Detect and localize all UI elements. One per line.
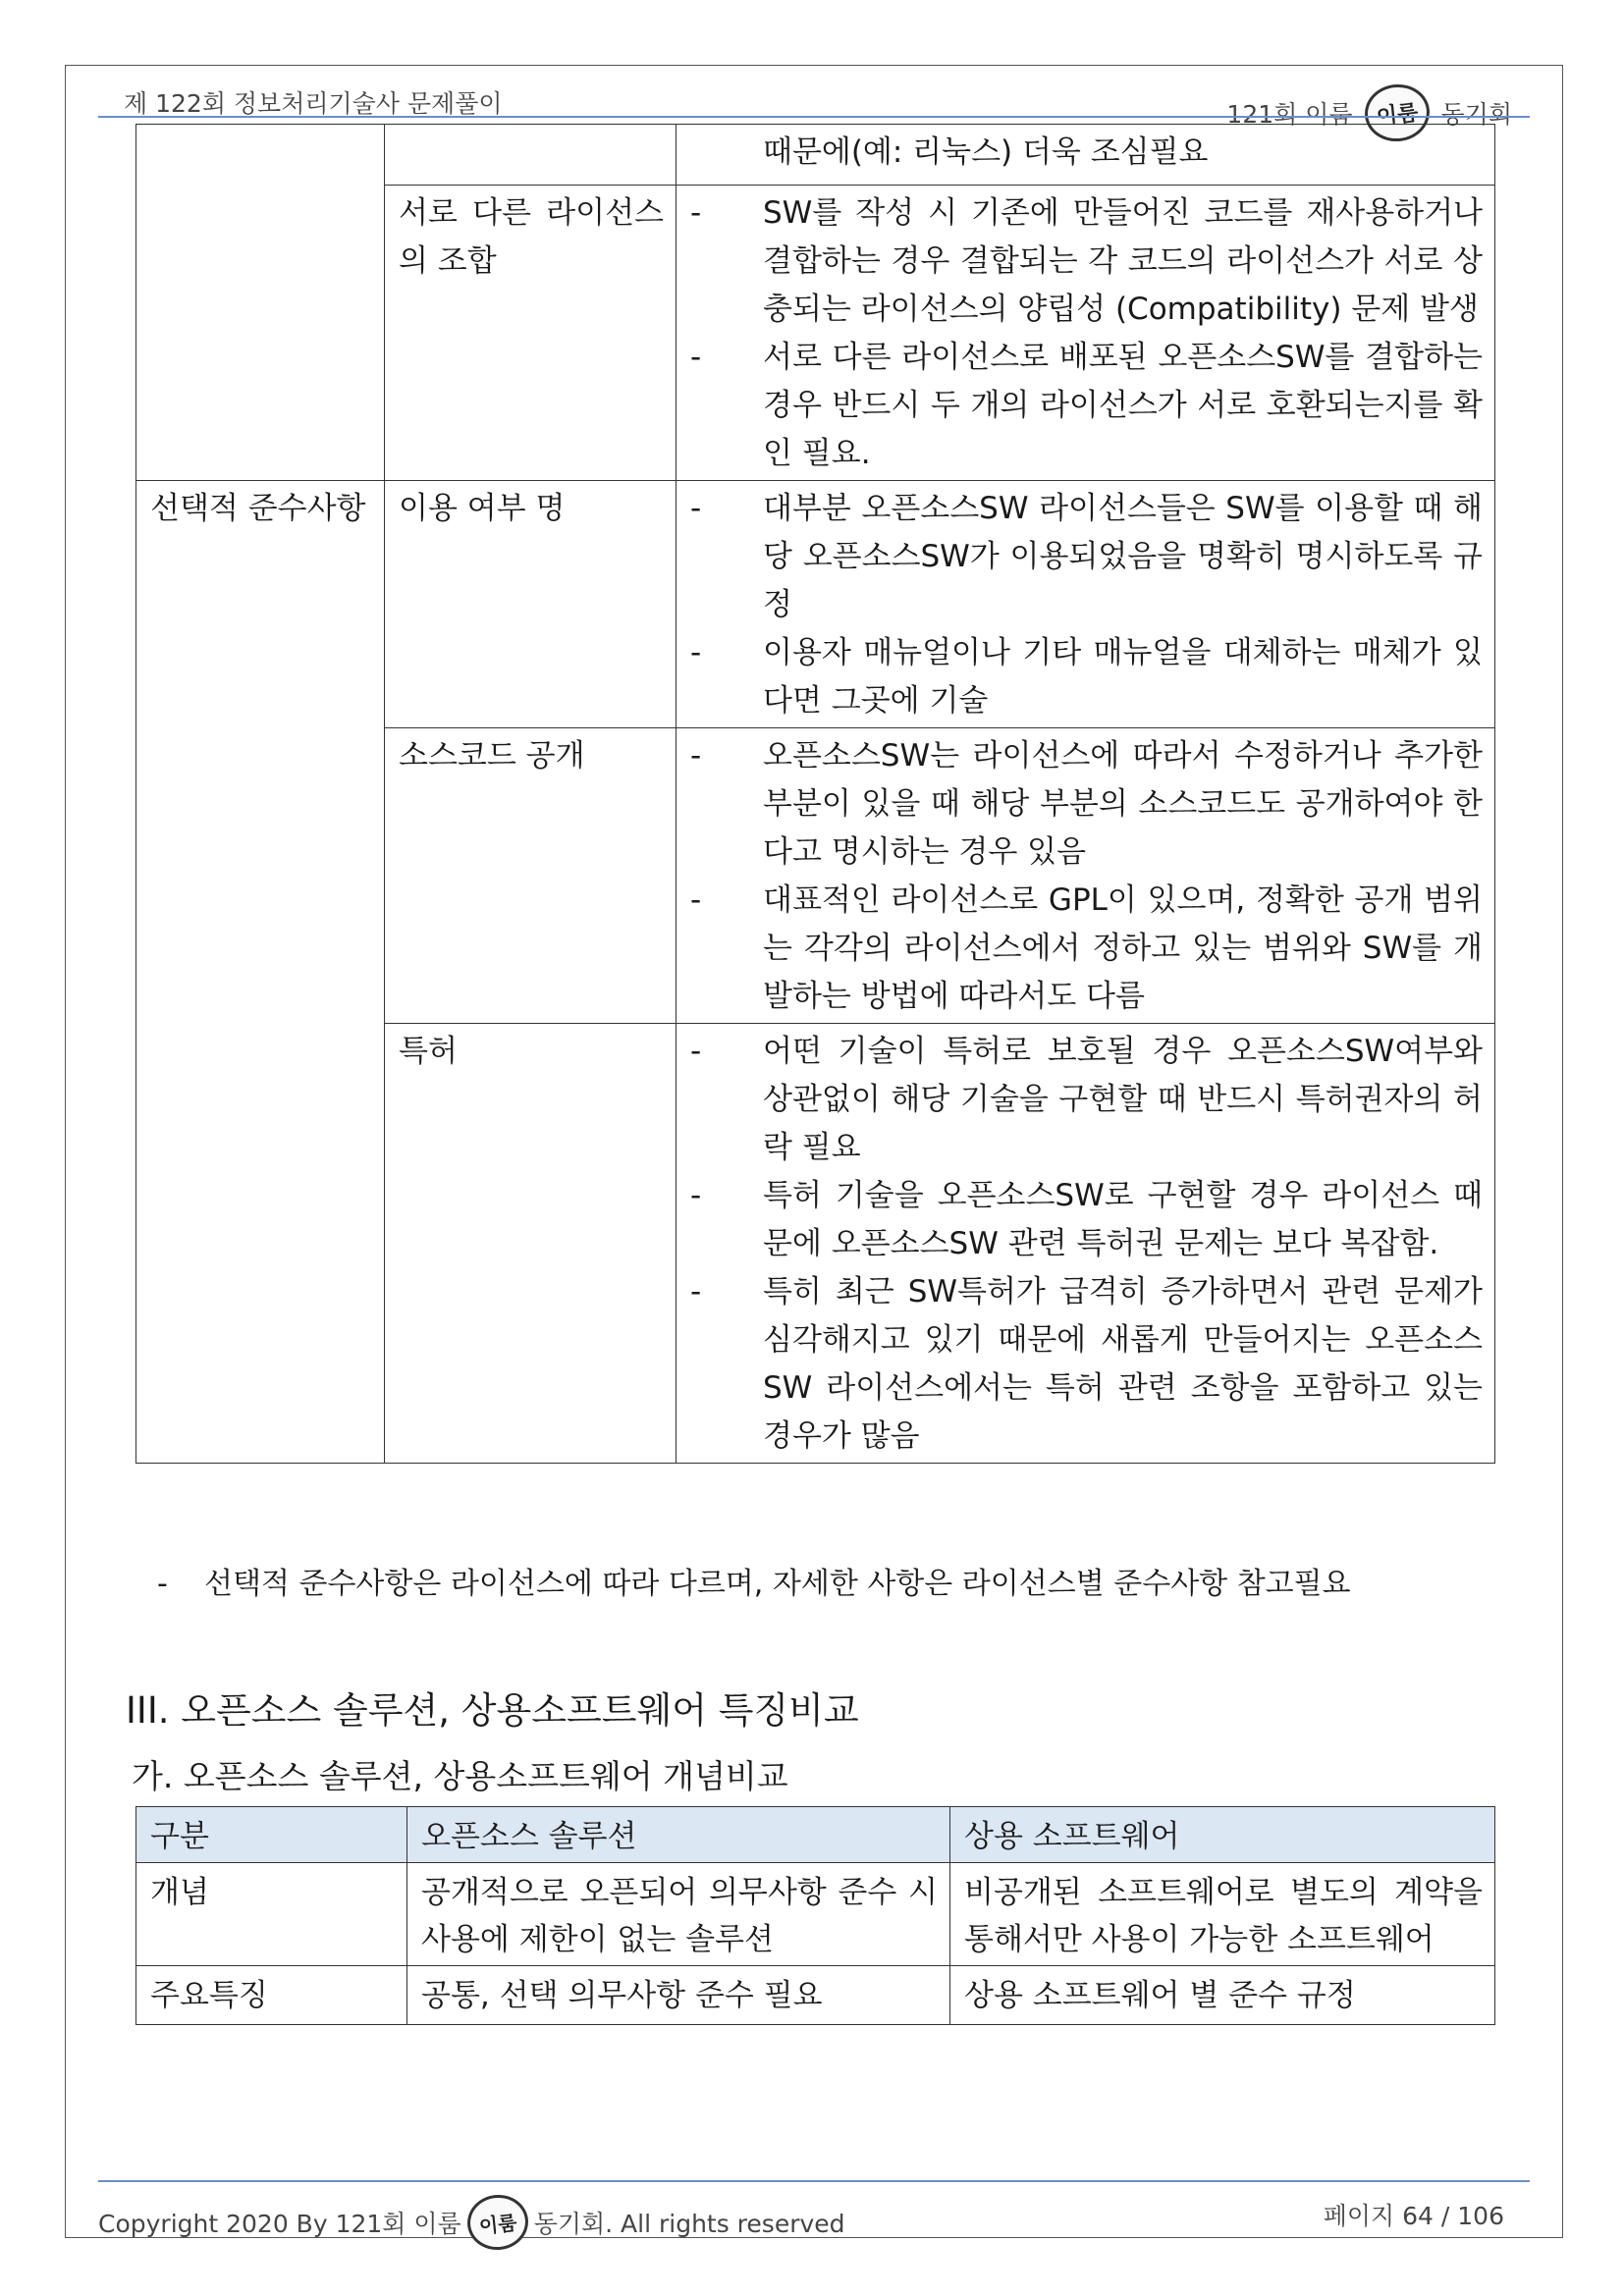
table-row [136, 1966, 1495, 2025]
table-cell-description [677, 1024, 1495, 1464]
seal-text: 이룸 [477, 2210, 518, 2238]
bullet-item: - 특허 기술을 오픈소스SW로 구현할 경우 라이선스 때문에 오픈소스SW 관련 특허권 문제는 보다 복잡함. [690, 1178, 1483, 1261]
bullet-item: - 특히 최근 SW특허가 급격히 증가하면서 관련 문제가 심각해지고 있기 때문에 새롭게 만들어지는 오픈소스SW 라이선스에서는 특허 관련 조항을 포함하고 있는 경우가 많음 [690, 1274, 1483, 1454]
table-cell: 공개적으로 오픈되어 의무사항 준수 시 사용에 제한이 없는 솔루션 [407, 1863, 950, 1966]
table-cell-category: 선택적 준수사항 [136, 481, 385, 1464]
table-cell: 개념 [136, 1863, 407, 1966]
page-footer [98, 2187, 1530, 2236]
table-cell-item: 이용 여부 명 [385, 481, 677, 728]
table-row [136, 1863, 1495, 1966]
column-header: 구분 [136, 1807, 407, 1863]
table-cell-item: 특허 [385, 1024, 677, 1464]
column-header: 오픈소스 솔루션 [407, 1807, 950, 1863]
table-cell-description [677, 125, 1495, 186]
bullet-item: - SW를 작성 시 기존에 만들어진 코드를 재사용하거나 결합하는 경우 결합되는 각 코드의 라이선스가 서로 상충되는 라이선스의 양립성 (Compatibility) 문제 발생 [690, 195, 1483, 327]
table-cell-item: 서로 다른 라이선스의 조합 [385, 186, 677, 481]
header-title: 제 122회 정보처리기술사 문제풀이 [124, 89, 503, 118]
table-cell: 상용 소프트웨어 별 준수 규정 [950, 1966, 1495, 2025]
table-header-row [136, 1807, 1495, 1863]
footer-rule [98, 2180, 1530, 2182]
table-cell-description [677, 186, 1495, 481]
column-header: 상용 소프트웨어 [950, 1807, 1495, 1863]
bullet-item: - 이용자 매뉴얼이나 기타 매뉴얼을 대체하는 매체가 있다면 그곳에 기술 [690, 635, 1483, 719]
table-row [136, 481, 1495, 728]
continuation-text: 때문에(예: 리눅스) 더욱 조심필요 [763, 134, 1209, 170]
table-cell: 주요특징 [136, 1966, 407, 2025]
header-group-suffix: 동기회 [1440, 100, 1512, 129]
license-compliance-table [135, 124, 1495, 1464]
copyright [98, 2195, 845, 2250]
table-cell: 공통, 선택 의무사항 준수 필요 [407, 1966, 950, 2025]
table-cell-item [385, 125, 677, 186]
bullet-item: - 서로 다른 라이선스로 배포된 오픈소스SW를 결합하는 경우 반드시 두 개의 라이선스가 서로 호환되는지를 확인 필요. [690, 340, 1483, 471]
bullet-item: - 대표적인 라이선스로 GPL이 있으며, 정확한 공개 범위는 각각의 라이선스에서 정하고 있는 범위와 SW를 개발하는 방법에 따라서도 다름 [690, 882, 1483, 1014]
table-cell-item: 소스코드 공개 [385, 728, 677, 1024]
bullet-item: - 대부분 오픈소스SW 라이선스들은 SW를 이용할 때 해당 오픈소스SW가 이용되었음을 명확히 명시하도록 규정 [690, 491, 1483, 622]
group-seal-logo [464, 2192, 531, 2253]
page-header [98, 77, 1530, 130]
copyright-prefix: Copyright 2020 By 121회 이룸 [98, 2210, 461, 2238]
table-cell-description [677, 728, 1495, 1024]
header-group-prefix: 121회 이룸 [1226, 100, 1353, 129]
header-rule [98, 116, 1530, 118]
section-title: III. 오픈소스 솔루션, 상용소프트웨어 특징비교 [126, 1689, 859, 1732]
table-cell-description [677, 481, 1495, 728]
copyright-suffix: 동기회. All rights reserved [533, 2210, 845, 2238]
table-cell: 비공개된 소프트웨어로 별도의 계약을 통해서만 사용이 가능한 소프트웨어 [950, 1863, 1495, 1966]
table-row [136, 125, 1495, 186]
table-note: - 선택적 준수사항은 라이선스에 따라 다르며, 자세한 사항은 라이선스별 준수사항 참고필요 [157, 1567, 1351, 1601]
note-text: 선택적 준수사항은 라이선스에 따라 다르며, 자세한 사항은 라이선스별 준수사항 참고필요 [204, 1567, 1351, 1601]
subsection-title: 가. 오픈소스 솔루션, 상용소프트웨어 개념비교 [132, 1757, 788, 1795]
page-number: 페이지 64 / 106 [1323, 2202, 1504, 2230]
bullet-item: - 어떤 기술이 특허로 보호될 경우 오픈소스SW여부와 상관없이 해당 기술을 구현할 때 반드시 특허권자의 허락 필요 [690, 1034, 1483, 1165]
table-cell-category [136, 125, 385, 481]
seal-text: 이룸 [1375, 99, 1420, 130]
bullet-item: - 오픈소스SW는 라이선스에 따라서 수정하거나 추가한 부분이 있을 때 해당 부분의 소스코드도 공개하여야 한다고 명시하는 경우 있음 [690, 738, 1483, 870]
comparison-table [135, 1806, 1495, 2025]
